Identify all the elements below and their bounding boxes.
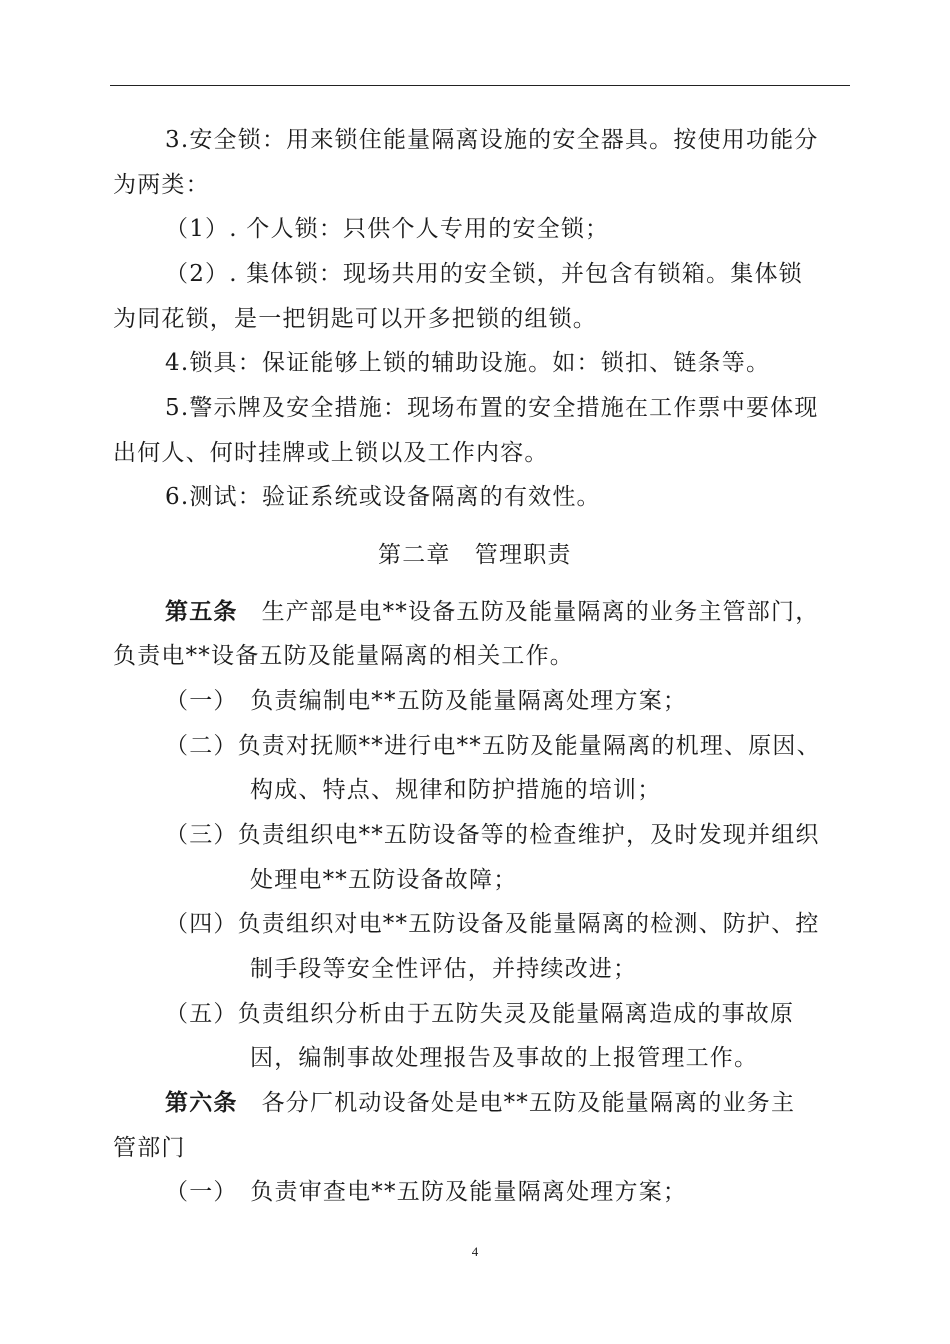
item-4: 4.锁具：保证能够上锁的辅助设施。如：锁扣、链条等。 [165,350,771,376]
item-3-sub-2-line-1: （2）. 集体锁：现场共用的安全锁，并包含有锁箱。集体锁 [165,261,803,287]
item-5-line-2: 出何人、何时挂牌或上锁以及工作内容。 [113,440,549,466]
item-3-sub-2-line-2: 为同花锁，是一把钥匙可以开多把锁的组锁。 [113,306,597,332]
item-3-sub-1: （1）. 个人锁：只供个人专用的安全锁； [165,216,610,242]
article-6-line-1 [165,1088,795,1118]
article-5-item-3-line-2: 处理电**五防设备故障； [250,867,518,893]
article-5-item-2-line-2: 构成、特点、规律和防护措施的培训； [250,777,662,803]
article-5-line-1 [165,597,819,627]
item-3-line-1: 3.安全锁：用来锁住能量隔离设施的安全器具。按使用功能分 [165,127,819,153]
article-6-item-1: （一） 负责审查电**五防及能量隔离处理方案； [165,1179,688,1205]
article-5-text: 生产部是电**设备五防及能量隔离的业务主管部门， [261,599,820,625]
article-5-item-4-line-2: 制手段等安全性评估，并持续改进； [250,956,638,982]
page-number: 4 [471,1244,479,1259]
header-rule [110,85,850,86]
chapter-title: 第二章 管理职责 [378,542,572,568]
article-5-label: 第五条 [165,598,238,625]
article-5-item-4-line-1: （四）负责组织对电**五防设备及能量隔离的检测、防护、控 [165,911,820,937]
article-6-label: 第六条 [165,1089,238,1116]
item-3-line-2: 为两类： [113,172,210,198]
article-5-item-3-line-1: （三）负责组织电**五防设备等的检查维护，及时发现并组织 [165,822,820,848]
article-5-item-1: （一） 负责编制电**五防及能量隔离处理方案； [165,688,688,714]
article-6-text: 各分厂机动设备处是电**五防及能量隔离的业务主 [261,1090,796,1116]
article-6-line-2: 管部门 [113,1135,186,1161]
article-5-item-2-line-1: （二）负责对抚顺**进行电**五防及能量隔离的机理、原因、 [165,733,821,759]
article-5-item-5-line-2: 因，编制事故处理报告及事故的上报管理工作。 [250,1045,759,1071]
article-5-line-2: 负责电**设备五防及能量隔离的相关工作。 [113,643,574,669]
item-6: 6.测试：验证系统或设备隔离的有效性。 [165,484,601,510]
article-5-item-5-line-1: （五）负责组织分析由于五防失灵及能量隔离造成的事故原 [165,1001,795,1027]
item-5-line-1: 5.警示牌及安全措施：现场布置的安全措施在工作票中要体现 [165,395,819,421]
